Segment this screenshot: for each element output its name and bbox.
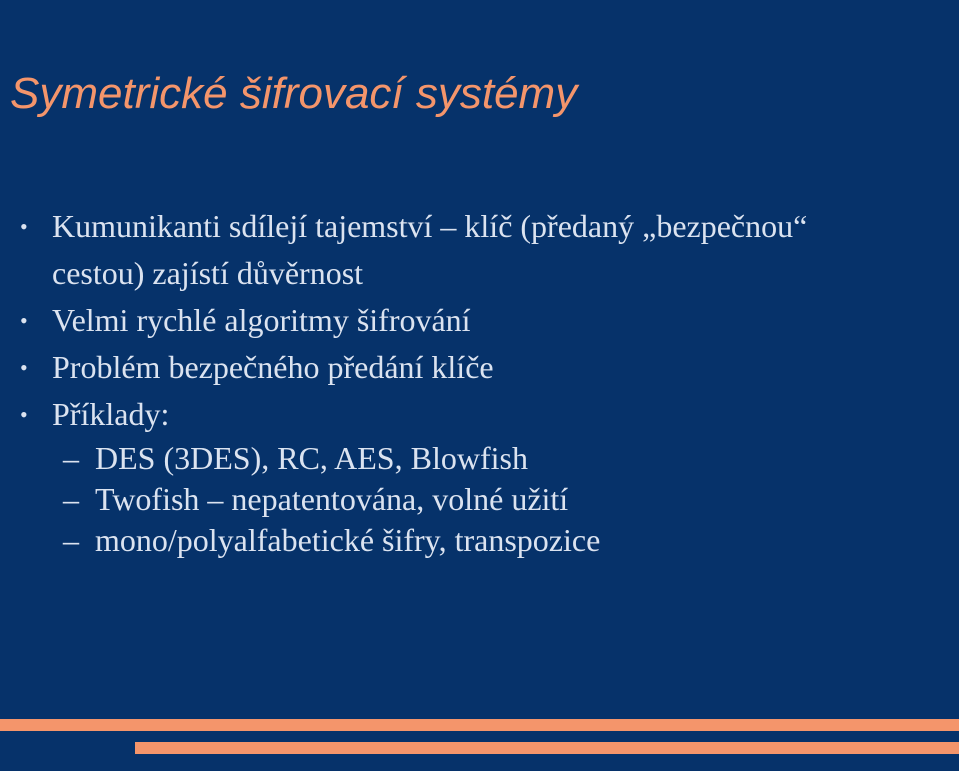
bullet-item	[0, 203, 832, 297]
sub-bullet-item	[0, 479, 855, 520]
bullet-dot-icon: •	[20, 355, 28, 380]
bullet-dot-icon: •	[20, 214, 28, 239]
bullet-text: Velmi rychlé algoritmy šifrování	[52, 302, 471, 338]
bullet-item	[0, 297, 832, 344]
sub-bullet-text: Twofish – nepatentována, volné užití	[95, 481, 569, 517]
decorative-stripe-bottom	[135, 742, 959, 754]
sub-bullet-item	[0, 438, 855, 479]
dash-icon: –	[63, 440, 79, 476]
slide-title: Symetrické šifrovací systémy	[10, 69, 578, 118]
bullet-item	[0, 344, 832, 391]
bullet-text: Problém bezpečného předání klíče	[52, 349, 494, 385]
bullet-dot-icon: •	[20, 308, 28, 333]
sub-bullet-text: mono/polyalfabetické šifry, transpozice	[95, 522, 601, 558]
decorative-stripe-top	[0, 719, 959, 731]
bullet-list	[0, 203, 855, 561]
sub-bullet-item	[0, 520, 855, 561]
bullet-item	[0, 391, 832, 438]
dash-icon: –	[63, 522, 79, 558]
bullet-text: Příklady:	[52, 396, 170, 432]
bullet-dot-icon: •	[20, 402, 28, 427]
dash-icon: –	[63, 481, 79, 517]
sub-bullet-text: DES (3DES), RC, AES, Blowfish	[95, 440, 528, 476]
bullet-text: Kumunikanti sdílejí tajemství – klíč (předaný „bezpečnou“ cestou) zajístí důvěrnost	[52, 208, 808, 291]
